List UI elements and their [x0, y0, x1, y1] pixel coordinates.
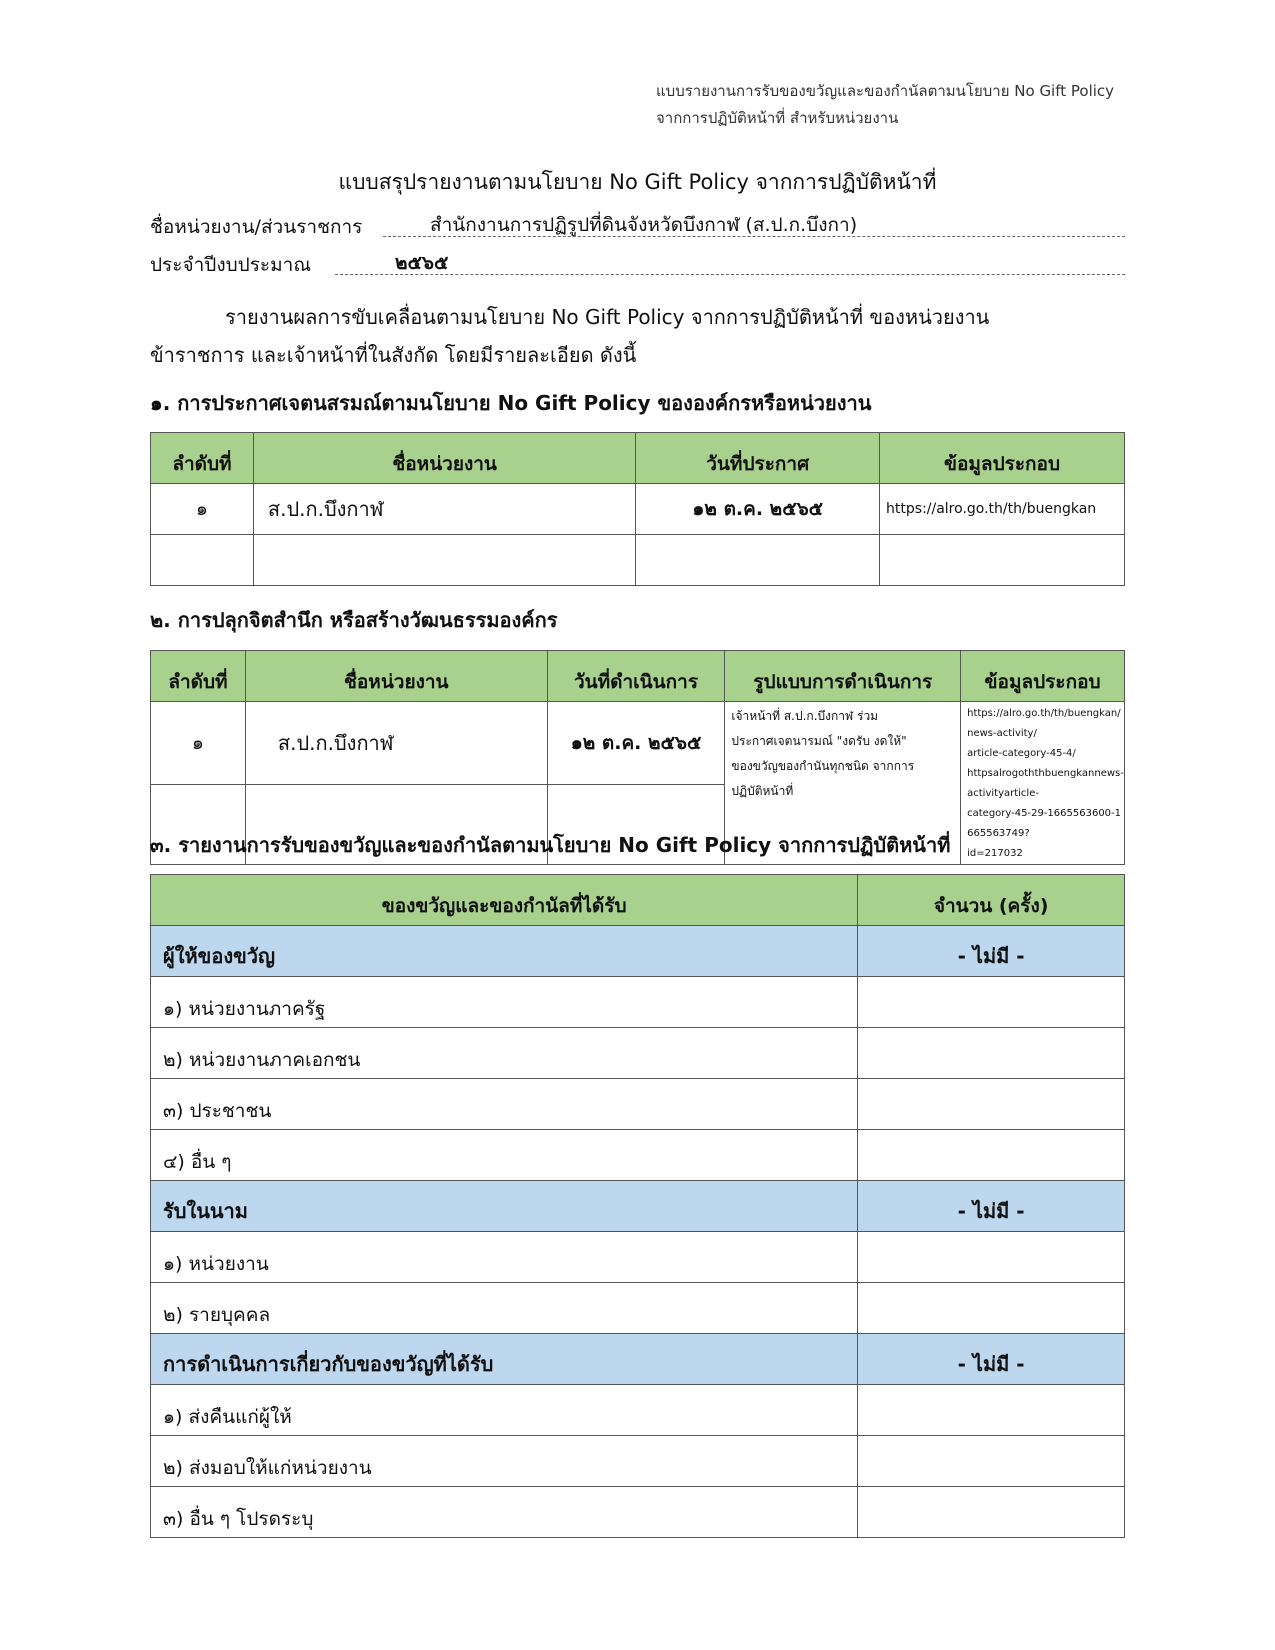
section2-format-line: เจ้าหน้าที่ ส.ป.ก.บึงกาฬ ร่วม — [731, 709, 879, 723]
item-count — [858, 1079, 1125, 1130]
section1-empty-cell — [253, 535, 636, 586]
item-label: ๔) อื่น ๆ — [151, 1130, 858, 1181]
list-item — [151, 1232, 1125, 1283]
group-title: ผู้ให้ของขวัญ — [151, 926, 858, 977]
group-row-handling — [151, 1334, 1125, 1385]
section3-header-count: จำนวน (ครั้ง) — [858, 875, 1125, 926]
section1-heading: ๑. การประกาศเจตนสรมณ์ตามนโยบาย No Gift Policy ขององค์กรหรือหน่วยงาน — [150, 391, 872, 415]
list-item — [151, 1079, 1125, 1130]
section1-cell-info: https://alro.go.th/th/buengkan — [880, 484, 1125, 535]
list-item — [151, 1028, 1125, 1079]
form-header-note — [656, 78, 1114, 132]
section1-cell-date: ๑๒ ต.ค. ๒๕๖๕ — [636, 484, 880, 535]
section2-format-line: ประกาศเจตนารมณ์ "งดรับ งดให้" — [731, 734, 907, 748]
section3-header-gift: ของขวัญและของกำนัลที่ได้รับ — [151, 875, 858, 926]
item-count — [858, 1232, 1125, 1283]
section2-cell-name: ส.ป.ก.บึงกาฬ — [245, 702, 547, 785]
agency-label: ชื่อหน่วยงาน/ส่วนราชการ — [150, 216, 363, 238]
fiscal-year-label: ประจำปีงบประมาณ — [150, 254, 311, 276]
list-item — [151, 1385, 1125, 1436]
section2-header-row — [151, 651, 1125, 702]
section1-empty-cell — [151, 535, 254, 586]
table-row — [151, 702, 1125, 785]
section1-header-no: ลำดับที่ — [151, 433, 254, 484]
item-count — [858, 1130, 1125, 1181]
section2-header-date: วันที่ดำเนินการ — [547, 651, 725, 702]
item-count — [858, 1283, 1125, 1334]
group-row-givers — [151, 926, 1125, 977]
section1-header-info: ข้อมูลประกอบ — [880, 433, 1125, 484]
item-count — [858, 1487, 1125, 1538]
table-row — [151, 535, 1125, 586]
section1-header-row — [151, 433, 1125, 484]
list-item — [151, 977, 1125, 1028]
item-count — [858, 1436, 1125, 1487]
section2-header-name: ชื่อหน่วยงาน — [245, 651, 547, 702]
item-label: ๒) ส่งมอบให้แก่หน่วยงาน — [151, 1436, 858, 1487]
item-count — [858, 977, 1125, 1028]
group-count: - ไม่มี - — [858, 926, 1125, 977]
form-header-line2: จากการปฏิบัติหน้าที่ สำหรับหน่วยงาน — [656, 109, 899, 127]
section1-header-date: วันที่ประกาศ — [636, 433, 880, 484]
section1-table — [150, 432, 1125, 586]
section1-empty-cell — [636, 535, 880, 586]
section2-cell-info — [961, 702, 1125, 865]
section3-heading: ๓. รายงานการรับของขวัญและของกำนัลตามนโยบาย No Gift Policy จากการปฏิบัติหน้าที่ — [150, 833, 951, 857]
intro-line2: ข้าราชการ และเจ้าหน้าที่ในสังกัด โดยมีรายละเอียด ดังนี้ — [150, 343, 637, 367]
item-label: ๑) หน่วยงานภาครัฐ — [151, 977, 858, 1028]
section2-header-no: ลำดับที่ — [151, 651, 246, 702]
document-title: แบบสรุปรายงานตามนโยบาย No Gift Policy จากการปฏิบัติหน้าที่ — [338, 170, 937, 194]
group-count: - ไม่มี - — [858, 1334, 1125, 1385]
section1-empty-cell — [880, 535, 1125, 586]
group-count: - ไม่มี - — [858, 1181, 1125, 1232]
item-label: ๑) ส่งคืนแก่ผู้ให้ — [151, 1385, 858, 1436]
agency-value: สำนักงานการปฏิรูปที่ดินจังหวัดบึงกาฬ (ส.ป.ก.บึงกา) — [430, 214, 858, 236]
section2-header-format: รูปแบบการดำเนินการ — [725, 651, 961, 702]
item-label: ๒) รายบุคคล — [151, 1283, 858, 1334]
item-count — [858, 1385, 1125, 1436]
item-label: ๒) หน่วยงานภาคเอกชน — [151, 1028, 858, 1079]
group-title: การดำเนินการเกี่ยวกับของขวัญที่ได้รับ — [151, 1334, 858, 1385]
fiscal-year-value: ๒๕๖๕ — [395, 252, 449, 274]
section1-header-name: ชื่อหน่วยงาน — [253, 433, 636, 484]
section2-info-line[interactable]: https://alro.go.th/th/buengkan/news-activity/ — [967, 708, 1121, 739]
section2-info-line[interactable]: category-45-29-1665563600-1665563749? — [967, 808, 1122, 839]
list-item — [151, 1487, 1125, 1538]
section2-info-line[interactable]: id=217032 — [967, 848, 1023, 859]
list-item — [151, 1283, 1125, 1334]
item-label: ๓) ประชาชน — [151, 1079, 858, 1130]
group-row-received-on-behalf — [151, 1181, 1125, 1232]
section2-format-line: ของขวัญของกำนันทุกชนิด จากการ — [731, 759, 915, 773]
list-item — [151, 1436, 1125, 1487]
fiscal-year-dotted-line — [335, 274, 1125, 275]
section1-cell-no: ๑ — [151, 484, 254, 535]
section2-format-line: ปฏิบัติหน้าที่ — [731, 784, 794, 798]
section1-cell-name: ส.ป.ก.บึงกาฬ — [253, 484, 636, 535]
section3-table — [150, 874, 1125, 1538]
section3-header-row — [151, 875, 1125, 926]
table-row — [151, 484, 1125, 535]
section2-cell-no: ๑ — [151, 702, 246, 785]
form-header-line1: แบบรายงานการรับของขวัญและของกำนัลตามนโยบาย No Gift Policy — [656, 82, 1115, 100]
section2-info-line[interactable]: httpsalrogoththbuengkannews-activityarticle- — [967, 768, 1124, 799]
list-item — [151, 1130, 1125, 1181]
section2-cell-date: ๑๒ ต.ค. ๒๕๖๕ — [547, 702, 725, 785]
item-label: ๓) อื่น ๆ โปรดระบุ — [151, 1487, 858, 1538]
section2-heading: ๒. การปลุกจิตสำนึก หรือสร้างวัฒนธรรมองค์กร — [150, 608, 558, 632]
item-count — [858, 1028, 1125, 1079]
group-title: รับในนาม — [151, 1181, 858, 1232]
section2-header-info: ข้อมูลประกอบ — [961, 651, 1125, 702]
section2-info-line[interactable]: article-category-45-4/ — [967, 748, 1076, 759]
item-label: ๑) หน่วยงาน — [151, 1232, 858, 1283]
intro-line1: รายงานผลการขับเคลื่อนตามนโยบาย No Gift Policy จากการปฏิบัติหน้าที่ ของหน่วยงาน — [225, 305, 990, 329]
